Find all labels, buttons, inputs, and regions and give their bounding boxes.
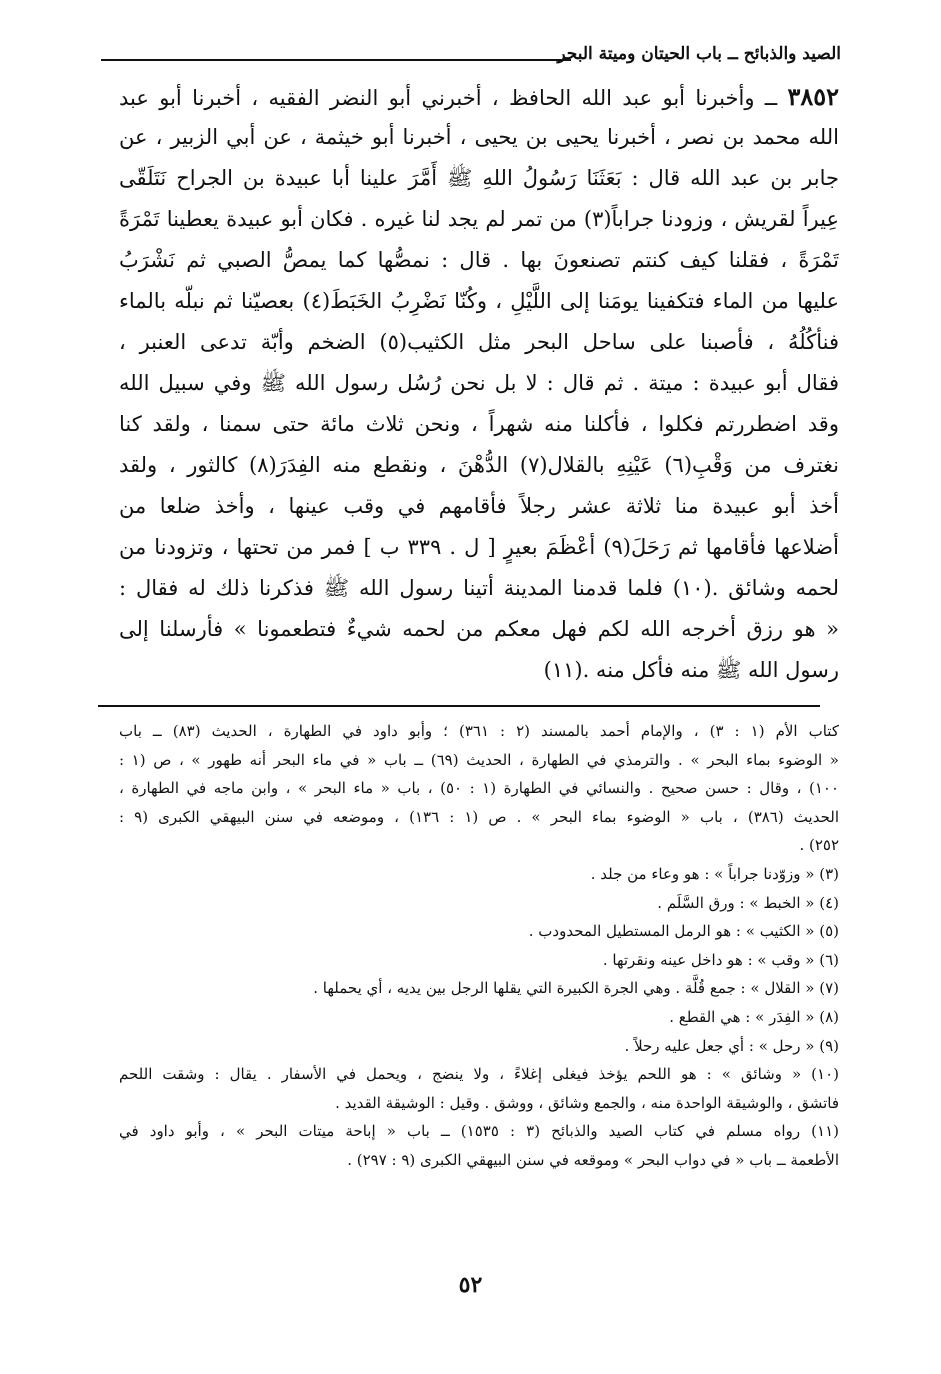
hadith-line: وقد اضطررتم فكلوا ، فأكلنا منه شهراً ، ونحن ثلاث مائة حتى سمنا ، ولقد كنا bbox=[119, 412, 839, 436]
hadith-line: لحمه وشائق .(١٠) فلما قدمنا المدينة أتينا رسول الله ﷺ فذكرنا ذلك له فقال : bbox=[119, 576, 839, 600]
hadith-line: جابر بن عبد الله قال : بَعَثَنَا رَسُولُ اللهِ ﷺ أَمَّرَ علينا أبا عبيدة بن الجراح نَتَلَقّى bbox=[119, 166, 839, 190]
hadith-line: عليها من الماء فتكفينا يومَنا إلى اللَّيْلِ ، وكُنّا نَضْرِبُ الخَبَطَ(٤) بعصيّنا ثم نبلّه بالماء bbox=[119, 289, 839, 313]
hadith-number: ٣٨٥٢ bbox=[787, 82, 839, 111]
hadith-line: أضلاعها فأقامها ثم رَحَلَ(٩) أعْظَمَ بعيرٍ [ ل . ٣٣٩ ب ] فمر من تحتها ، وتزودنا من bbox=[119, 535, 839, 559]
footnote-item: (٦) « وقب » : هو داخل عينه ونقرتها . bbox=[602, 950, 839, 969]
footnote-item: (٥) « الكثيب » : هو الرمل المستطيل المحدودب . bbox=[528, 922, 839, 941]
footnote-item: (٧) « القلال » : جمع قُلَّة . وهي الجرة الكبيرة التي يقلها الرجل بين يديه ، أي يحملها . bbox=[313, 979, 839, 998]
hadith-line: عِيراً لقريش ، وزودنا جراباً(٣) من تمر لم يجد لنا غيره . فكان أبو عبيدة يعطينا تَمْرَةً bbox=[119, 207, 839, 231]
footnote-line: ١٠٠) ، وقال : حسن صحيح . والنسائي في الطهارة (١ : ٥٠) ، باب « ماء البحر » ، وابن ماجه في الطهارة ، bbox=[119, 779, 839, 798]
footnotes bbox=[119, 717, 839, 1175]
hadith-line: رسول الله ﷺ منه فأكل منه .(١١) bbox=[543, 658, 839, 682]
hadith-body bbox=[119, 76, 839, 691]
hadith-line: فنأكُلُهُ ، فأصبنا على ساحل البحر مثل الكثيب(٥) الضخم وأبّة تدعى العنبر ، bbox=[119, 330, 839, 354]
footnote-line: فاتشق ، والوشيقة الواحدة منه ، والجمع وشائق ، ووشق . وقيل : الوشيقة القديد . bbox=[335, 1093, 839, 1112]
running-header bbox=[101, 40, 841, 74]
footnote-line: الحديث (٣٨٦) ، باب « الوضوء بماء البحر » . ص (١ : ١٣٦) ، وموضعه في سنن البيهقي الكبرى (٩ : bbox=[119, 807, 839, 826]
hadith-line: أخذ أبو عبيدة منا ثلاثة عشر رجلاً فأقامهم في وقب عينها ، وأخذ ضلعا من bbox=[119, 494, 839, 518]
footnote-item: (٨) « الفِدَر » : هي القطع . bbox=[669, 1007, 839, 1026]
header-title: الصيد والذبائح ــ باب الحيتان وميتة البحر bbox=[557, 44, 841, 64]
footnote-item: (١٠) « وشائق » : هو اللحم يؤخذ فيغلى إغلاءً ، ولا ينضج ، ويحمل في الأسفار . يقال : وشقت اللحم bbox=[119, 1065, 839, 1084]
footnote-item: (٣) « وزوّدنا جراباً » : هو وعاء من جلد . bbox=[590, 864, 839, 883]
header-rule bbox=[101, 59, 571, 61]
footnote-line: ٢٥٢) . bbox=[799, 836, 839, 855]
hadith-line-text: ــ وأخبرنا أبو عبد الله الحافظ ، أخبرني أبو النضر الفقيه ، أخبرنا أبو عبد bbox=[119, 86, 778, 110]
footnote-line: الأطعمة ــ باب « في دواب البحر » وموقعه في سنن البيهقي الكبرى (٩ : ٢٩٧) . bbox=[347, 1150, 839, 1169]
footnote-item: (٤) « الخبط » : ورق السَّلَم . bbox=[657, 893, 839, 912]
footnote-separator bbox=[98, 705, 820, 707]
hadith-line: تَمْرَةً ، فقلنا كيف كنتم تصنعونَ بها . قال : نمصُّها كما يمصُّ الصبي ثم نَشْرَبُ bbox=[119, 248, 839, 272]
hadith-line: الله محمد بن نصر ، أخبرنا يحيى بن يحيى ، أخبرنا أبو خيثمة ، عن أبي الزبير ، عن bbox=[119, 125, 839, 149]
footnote-item: (١١) رواه مسلم في كتاب الصيد والذبائح (٣ : ١٥٣٥) ــ باب « إباحة ميتات البحر » ، وأبو داود في bbox=[119, 1122, 839, 1141]
footnote-item: (٩) « رحل » : أي جعل عليه رحلاً . bbox=[624, 1036, 839, 1055]
page-number: ٥٢ bbox=[458, 1272, 483, 1298]
footnote-line: كتاب الأم (١ : ٣) ، والإمام أحمد بالمسند (٢ : ٣٦١) ؛ وأبو داود في الطهارة ، الحديث (٨٣) ــ باب bbox=[119, 722, 839, 740]
hadith-line: « هو رزق أخرجه الله لكم فهل معكم من لحمه شيءٌ فتطعمونا » فأرسلنا إلى bbox=[119, 617, 839, 641]
hadith-line bbox=[119, 76, 839, 117]
footnote-line: « الوضوء بماء البحر » . والترمذي في الطهارة ، الحديث (٦٩) ــ باب « في ماء البحر أنه طهور » ، ص (١ : bbox=[119, 750, 839, 769]
hadith-line: فقال أبو عبيدة : ميتة . ثم قال : لا بل نحن رُسُل رسول الله ﷺ وفي سبيل الله bbox=[119, 371, 839, 395]
hadith-line: نغترف من وَقْبِ(٦) عَيْنِهِ بالقلال(٧) الدُّهْنَ ، ونقطع منه الفِدَرَ(٨) كالثور ، ولقد bbox=[119, 453, 839, 477]
